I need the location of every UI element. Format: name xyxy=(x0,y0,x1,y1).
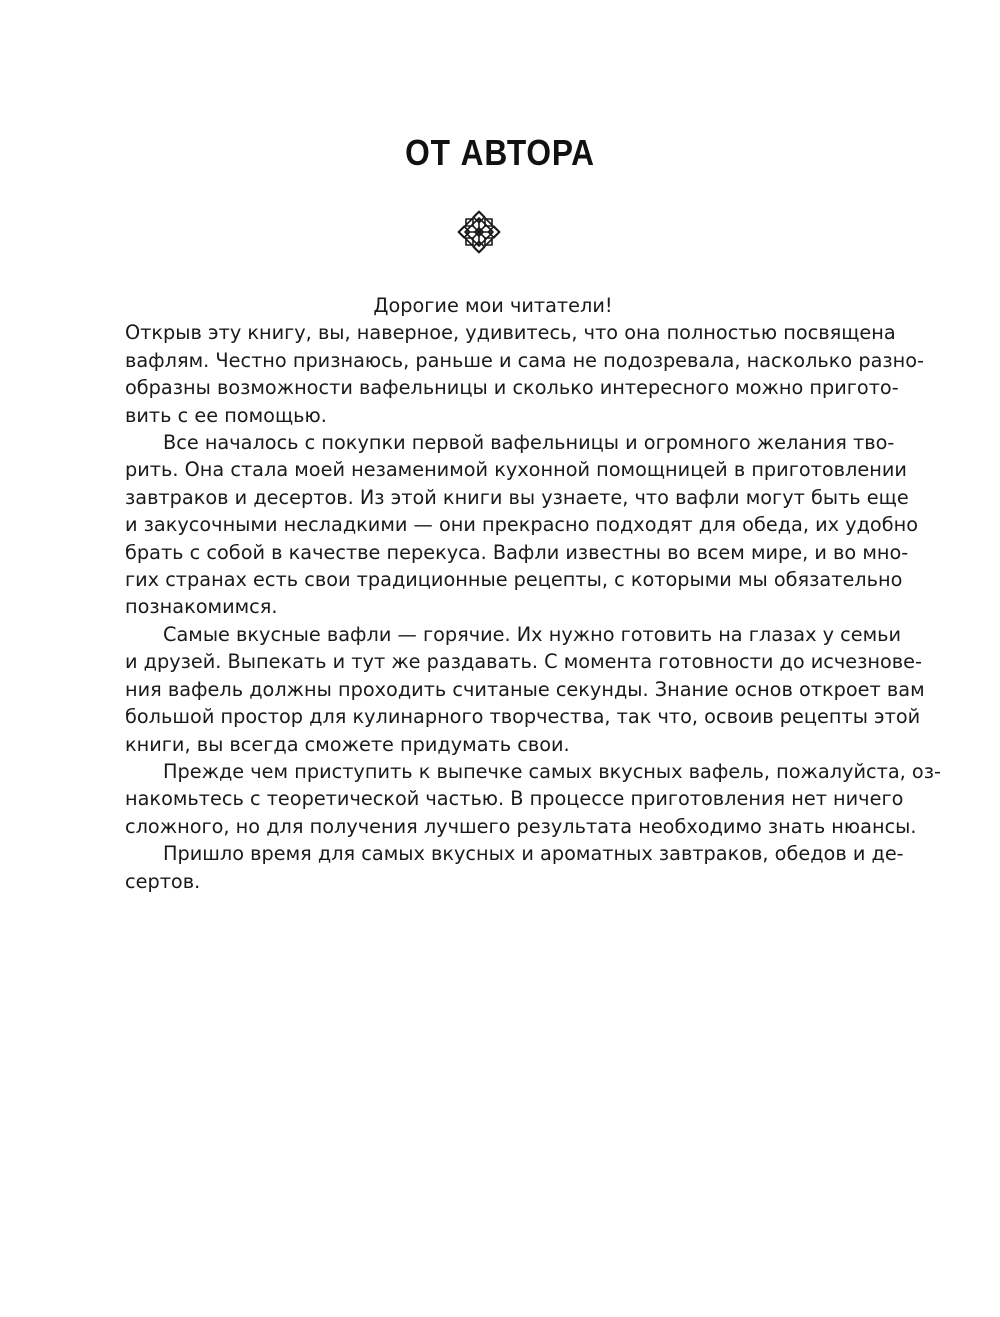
paragraph-1 xyxy=(125,319,925,429)
text-line: Самые вкусные вафли — горячие. Их нужно готовить на глазах у семьи xyxy=(163,622,902,646)
paragraph-4 xyxy=(125,758,941,840)
paragraph-5 xyxy=(125,840,904,895)
text-line: Пришло время для самых вкусных и ароматных завтраков, обедов и де- xyxy=(163,842,904,866)
paragraph-2 xyxy=(125,429,919,621)
text-line: Открыв эту книгу, вы, наверное, удивитесь, что она полностью посвящена xyxy=(125,321,896,345)
text-line: Все началось с покупки первой вафельницы и огромного желания тво- xyxy=(163,431,895,455)
knot-ornament-icon xyxy=(457,210,501,254)
text-line: ния вафель должны проходить считаные секунды. Знание основ откроет вам xyxy=(125,677,925,701)
text-line: и друзей. Выпекать и тут же раздавать. С момента готовности до исчезнове- xyxy=(125,650,922,674)
text-line: большой простор для кулинарного творчества, так что, освоив рецепты этой xyxy=(125,705,921,729)
paragraph-3 xyxy=(125,621,925,758)
text-line: завтраков и десертов. Из этой книги вы узнаете, что вафли могут быть еще xyxy=(125,485,909,509)
text-line: сложного, но для получения лучшего результата необходимо знать нюансы. xyxy=(125,814,917,838)
text-line: образны возможности вафельницы и сколько интересного можно пригото- xyxy=(125,376,899,400)
text-line: гих странах есть свои традиционные рецепты, с которыми мы обязательно xyxy=(125,568,903,592)
text-line: и закусочными несладкими — они прекрасно подходят для обеда, их удобно xyxy=(125,513,919,537)
text-line: накомьтесь с теоретической частью. В процессе приготовления нет ничего xyxy=(125,787,904,811)
text-line: Прежде чем приступить к выпечке самых вкусных вафель, пожалуйста, оз- xyxy=(163,759,941,783)
text-line: вить с ее помощью. xyxy=(125,403,327,427)
text-line: сертов. xyxy=(125,869,201,893)
text-line: брать с собой в качестве перекуса. Вафли известны во всем мире, и во мно- xyxy=(125,540,909,564)
text-line: рить. Она стала моей незаменимой кухонной помощницей в приготовлении xyxy=(125,458,907,482)
page-title: ОТ АВТОРА xyxy=(405,132,595,173)
text-line: книги, вы всегда сможете придумать свои. xyxy=(125,732,570,756)
text-line: вафлям. Честно признаюсь, раньше и сама не подозревала, насколько разно- xyxy=(125,348,925,372)
salutation: Дорогие мои читатели! xyxy=(373,294,613,317)
foreword-text xyxy=(125,292,941,895)
text-line: познакомимся. xyxy=(125,595,278,619)
